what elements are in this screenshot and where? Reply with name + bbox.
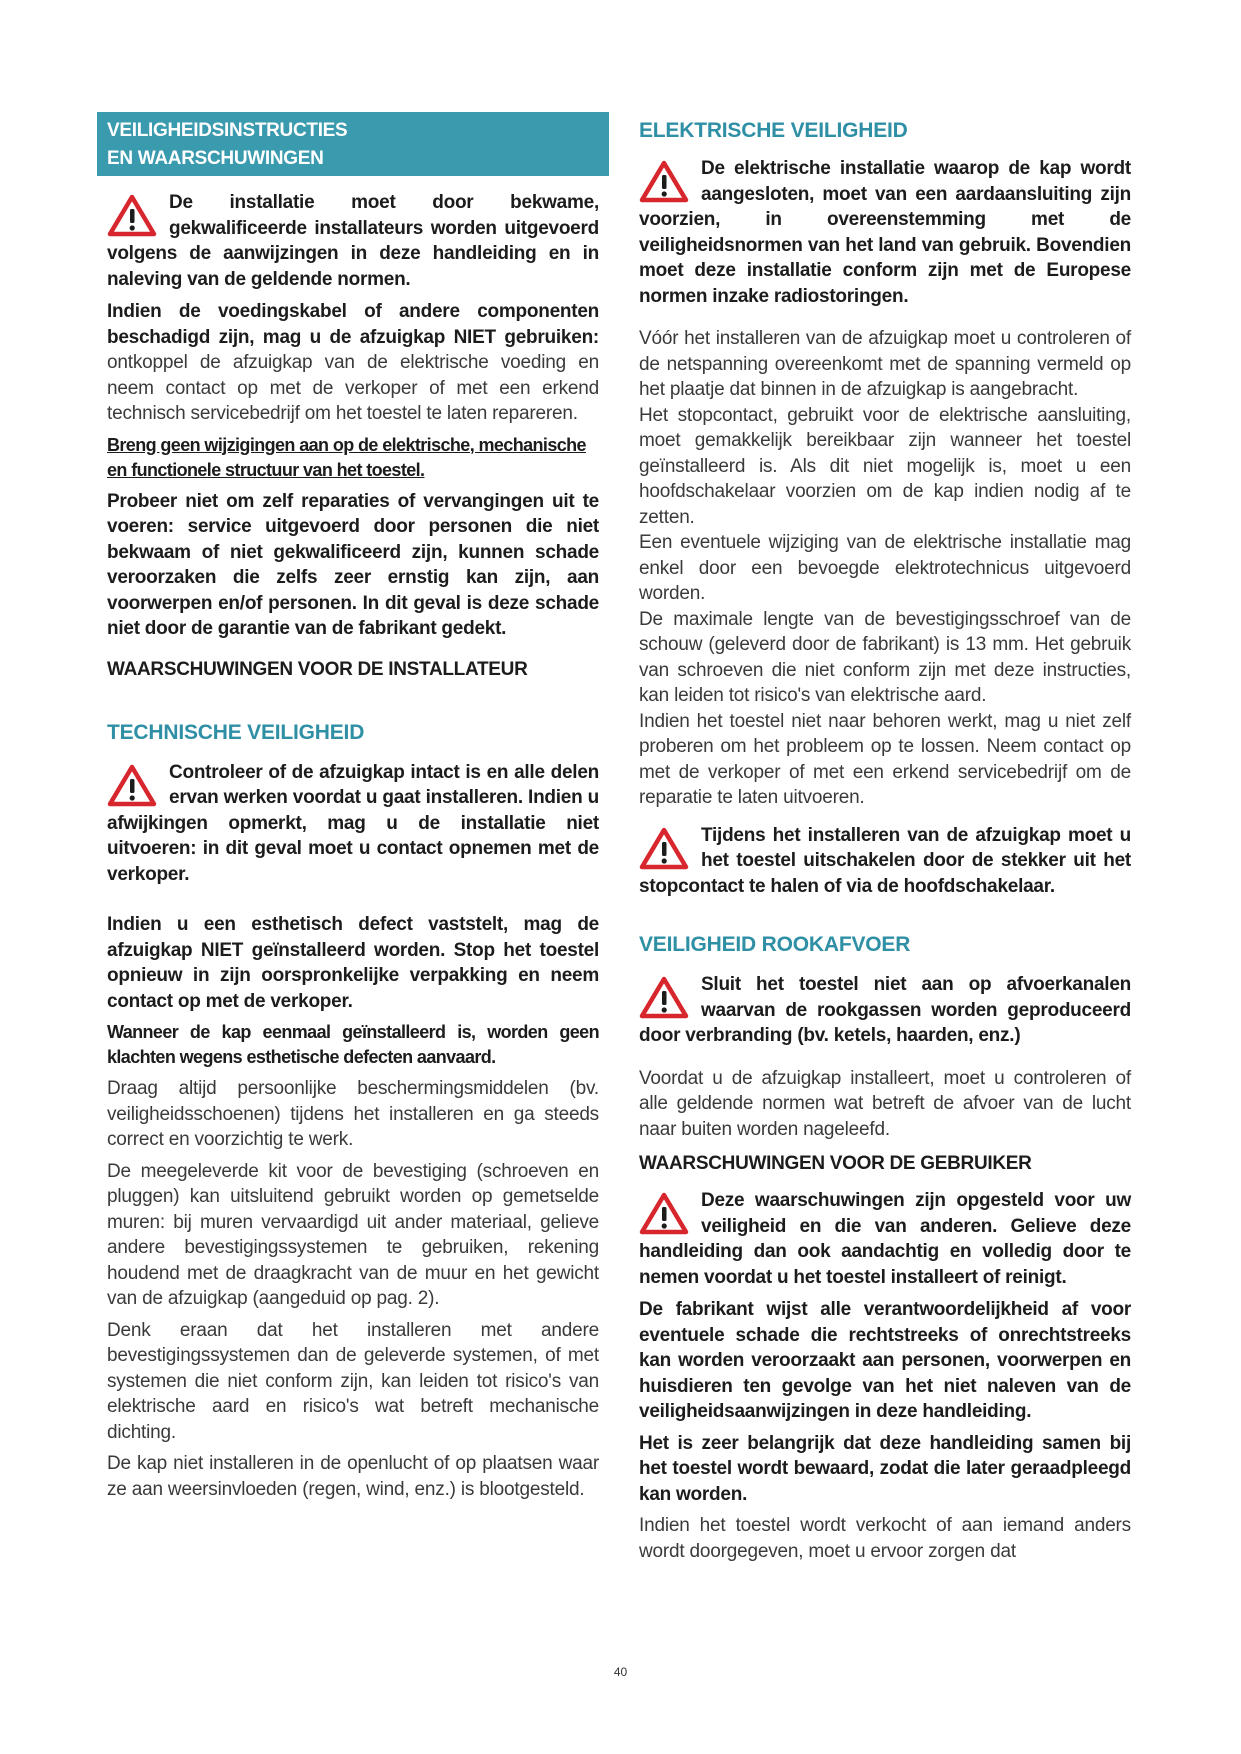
warning-block-flue: [639, 972, 1131, 1049]
outdoor-paragraph: De kap niet installeren in de openlucht of op plaatsen waar ze aan weersinvloeden (regen, wind, enz.) is blootgesteld.: [107, 1453, 599, 1500]
warning-text: Deze waarschuwingen zijn opgesteld voor uw veiligheid en die van anderen. Gelieve deze handleiding dan ook aandachtig en volledig door te nemen voordat u het toestel installeert of reinigt.: [639, 1190, 1131, 1288]
right-column: [639, 112, 1131, 1570]
screw-length-paragraph: De maximale lengte van de bevestigingsschroef van de schouw (geleverd door de fabrikant) is 13 mm. Het gebruik van schroeven die niet conform zijn met deze instructies, kan leiden tot risico's van elektrische aard.: [639, 608, 1131, 706]
voltage-paragraph: Vóór het installeren van de afzuigkap moet u controleren of de netspanning overeenkomt met de spanning vermeld op het plaatje dat binnen in de afzuigkap is aangebracht.: [639, 328, 1131, 400]
warning-triangle-icon: [639, 160, 689, 204]
other-fixings-paragraph: Denk eraan dat het installeren met andere bevestigingssystemen dan de geleverde systemen, of met systemen die niet conform zijn, kan leiden tot risico's van elektrische aard en risico's wat betreft mechanische dichting.: [107, 1319, 599, 1443]
banner-line-2: EN WAARSCHUWINGEN: [107, 148, 324, 169]
warning-triangle-icon: [639, 827, 689, 871]
left-column: [107, 112, 599, 1508]
user-warnings-heading: WAARSCHUWINGEN VOOR DE GEBRUIKER: [639, 1153, 1032, 1174]
warning-block-read-manual: [639, 1188, 1131, 1290]
warning-block-installation: [107, 190, 599, 292]
electrician-paragraph: Een eventuele wijziging van de elektrische installatie mag enkel door een bevoegde elektrotechnicus uitgevoerd worden.: [639, 532, 1131, 604]
warning-block-unplug: [639, 823, 1131, 900]
power-cable-bold: Indien de voedingskabel of andere componenten beschadigd zijn, mag u de afzuigkap NIET gebruiken:: [107, 301, 599, 348]
liability-paragraph: De fabrikant wijst alle verantwoordelijkheid af voor eventuele schade die rechtstreeks of onrechtstreeks kan worden veroorzaakt aan personen, voorwerpen en huisdieren ten gevolge van het niet naleven van de veiligheidsaanwijzingen in deze handleiding.: [639, 1299, 1131, 1422]
banner-line-1: VEILIGHEIDSINSTRUCTIES: [107, 120, 348, 141]
malfunction-paragraph: Indien het toestel niet naar behoren werkt, mag u niet zelf proberen om het probleem op te lossen. Neem contact op met de verkoper of met een erkend servicebedrijf om de reparatie te laten uitvoeren.: [639, 710, 1131, 808]
socket-paragraph: Het stopcontact, gebruikt voor de elektrische aansluiting, moet gemakkelijk bereikbaar zijn wanneer het toestel geïnstalleerd is. Als dit niet mogelijk is, moet u een hoofdschakelaar voorzien om de kap indien nodig af te zetten.: [639, 404, 1131, 528]
warning-block-intact: [107, 760, 599, 888]
installer-warnings-heading: WAARSCHUWINGEN VOOR DE INSTALLATEUR: [107, 658, 528, 680]
page-number: 40: [613, 1665, 628, 1679]
technical-safety-heading: TECHNISCHE VEILIGHEID: [107, 720, 365, 744]
power-cable-paragraph: [107, 299, 599, 427]
section-banner: [97, 112, 609, 176]
warning-triangle-icon: [107, 194, 157, 238]
no-self-repair-paragraph: Probeer niet om zelf reparaties of vervangingen uit te voeren: service uitgevoerd door personen die niet bekwaam of niet gekwalificeerd zijn, kunnen schade veroorzaken die zelfs zeer ernstig kan zijn, aan voorwerpen en/of personen. In dit geval is deze schade niet door de garantie van de fabrikant gedekt.: [107, 490, 599, 639]
warning-text: De elektrische installatie waarop de kap wordt aangesloten, moet van een aardaansluiting zijn voorzien, in overeenstemming met de veiligheidsnormen van het land van gebruik. Bovendien moet deze installatie conform zijn met de Europese normen inzake radiostoringen.: [639, 158, 1131, 307]
warning-text: Tijdens het installeren van de afzuigkap moet u het toestel uitschakelen door de stekker uit het stopcontact te halen of via de hoofdschakelaar.: [639, 824, 1131, 897]
aesthetic-defect-paragraph: Indien u een esthetisch defect vaststelt, mag de afzuigkap NIET geïnstalleerd worden. Stop het toestel opnieuw in zijn oorspronkelijke verpakking en neem contact op met de verkoper.: [107, 914, 599, 1012]
warning-triangle-icon: [107, 764, 157, 808]
no-modifications-notice: Breng geen wijzigingen aan op de elektrische, mechanische en functionele structuur van het toestel.: [107, 434, 586, 480]
warning-triangle-icon: [639, 976, 689, 1020]
no-complaints-notice: Wanneer de kap eenmaal geïnstalleerd is, worden geen klachten wegens esthetische defecten aanvaard.: [107, 1022, 599, 1067]
warning-text: De installatie moet door bekwame, gekwalificeerde installateurs worden uitgevoerd volgens de aanwijzingen in deze handleiding en in naleving van de geldende normen.: [107, 192, 599, 290]
warning-block-grounding: [639, 156, 1131, 309]
power-cable-light: ontkoppel de afzuigkap van de elektrische voeding en neem contact op met de verkoper of met een erkend technisch servicebedrijf om het toestel te laten repareren.: [107, 352, 599, 424]
warning-text: Sluit het toestel niet aan op afvoerkanalen waarvan de rookgassen worden geproduceerd door verbranding (bv. ketels, haarden, enz.): [639, 974, 1131, 1046]
air-exhaust-paragraph: Voordat u de afzuigkap installeert, moet u controleren of alle geldende normen wat betreft de afvoer van de lucht naar buiten worden nageleefd.: [639, 1067, 1131, 1140]
warning-text: Controleer of de afzuigkap intact is en alle delen ervan werken voordat u gaat installeren. Indien u afwijkingen opmerkt, mag u de installatie niet uitvoeren: in dit geval moet u contact opnemen met de verkoper.: [107, 761, 599, 885]
electrical-safety-heading: ELEKTRISCHE VEILIGHEID: [639, 119, 908, 142]
mounting-kit-paragraph: De meegeleverde kit voor de bevestiging (schroeven en pluggen) kan uitsluitend gebruikt worden op gemetselde muren: bij muren vervaardigd uit ander materiaal, gelieve andere bevestigingssystemen te gebruiken, rekening houdend met de draagkracht van de muur en het gewicht van de afzuigkap (aangeduid op pag. 2).: [107, 1160, 599, 1309]
protective-equipment-paragraph: Draag altijd persoonlijke beschermingsmiddelen (bv. veiligheidsschoenen) tijdens het installeren en ga steeds correct en voorzichtig te werk.: [107, 1078, 599, 1150]
keep-manual-paragraph: Het is zeer belangrijk dat deze handleiding samen bij het toestel wordt bewaard, zodat die later geraadpleegd kan worden.: [639, 1432, 1131, 1505]
smoke-exhaust-heading: VEILIGHEID ROOKAFVOER: [639, 933, 911, 956]
warning-triangle-icon: [639, 1192, 689, 1236]
resale-paragraph: Indien het toestel wordt verkocht of aan iemand anders wordt doorgegeven, moet u ervoor zorgen dat: [639, 1515, 1131, 1562]
